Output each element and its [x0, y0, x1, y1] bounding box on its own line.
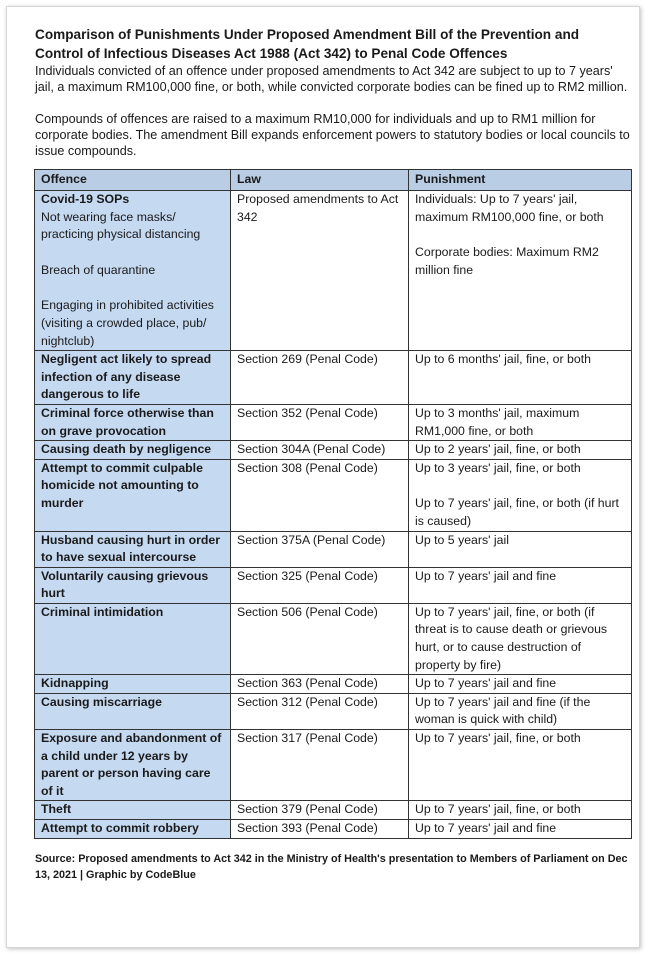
- law-cell: Section 269 (Penal Code): [231, 351, 409, 405]
- punishment-cell: [409, 820, 632, 839]
- law-cell: Section 506 (Penal Code): [231, 603, 409, 674]
- punishment-text: Up to 7 years' jail and fine: [415, 676, 557, 691]
- punishment-text: Up to 7 years' jail and fine (if the woman is quick with child): [415, 694, 591, 727]
- punishment-text: Up to 3 years' jail, fine, or both: [415, 460, 581, 475]
- offence-cell: Causing miscarriage: [35, 693, 231, 729]
- punishment-extra-text: Up to 7 years' jail, fine, or both (if hurt is caused): [415, 496, 619, 528]
- header-law: Law: [231, 170, 409, 191]
- law-cell: Section 363 (Penal Code): [231, 675, 409, 694]
- intro-paragraph-1: Individuals convicted of an offence under proposed amendments to Act 342 are subject to up to 7 years' jail, a maximum RM100,000 fine, or both, while convicted corporate bodies can be fined up to RM2 million.: [35, 64, 628, 94]
- punishments-table: [34, 169, 632, 839]
- table-row: [35, 820, 632, 839]
- punishment-text: Up to 7 years' jail, fine, or both: [415, 802, 581, 817]
- law-cell: Section 379 (Penal Code): [231, 801, 409, 820]
- law-cell: Section 304A (Penal Code): [231, 441, 409, 460]
- punishment-text: Up to 6 months' jail, fine, or both: [415, 352, 591, 367]
- offence-cell: Criminal intimidation: [35, 603, 231, 674]
- punishment-cell: [409, 441, 632, 460]
- punishment-text: Up to 7 years' jail and fine: [415, 568, 557, 583]
- punishment-text: Up to 3 months' jail, maximum RM1,000 fine, or both: [415, 405, 580, 438]
- law-cell: Section 375A (Penal Code): [231, 531, 409, 567]
- table-row: [35, 191, 632, 351]
- header-offence: Offence: [35, 170, 231, 191]
- offence-cell: Causing death by negligence: [35, 441, 231, 460]
- punishment-cell: [409, 351, 632, 405]
- offence-cell: Exposure and abandonment of a child under 12 years by parent or person having care of it: [35, 730, 231, 801]
- offence-cell: Husband causing hurt in order to have sexual intercourse: [35, 531, 231, 567]
- punishment-cell: [409, 675, 632, 694]
- table-row: [35, 693, 632, 729]
- offence-cell: Voluntarily causing grievous hurt: [35, 567, 231, 603]
- table-header-row: [35, 170, 632, 191]
- punishment-text: Up to 2 years' jail, fine, or both: [415, 442, 581, 457]
- document-content: [27, 25, 631, 883]
- table-row: [35, 404, 632, 440]
- punishment-individuals: Individuals: Up to 7 years' jail, maximum RM100,000 fine, or both: [415, 192, 604, 224]
- punishment-cell: [409, 730, 632, 801]
- offence-cell: Attempt to commit culpable homicide not amounting to murder: [35, 459, 231, 531]
- offence-cell: [35, 191, 231, 351]
- sop-item: Breach of quarantine: [41, 262, 156, 277]
- punishment-cell: [409, 603, 632, 674]
- punishment-cell: [409, 693, 632, 729]
- source-note: Source: Proposed amendments to Act 342 in the Ministry of Health's presentation to Members of Parliament on Dec 13, 2021 | Graphic by CodeBlue: [35, 852, 628, 881]
- table-row: [35, 531, 632, 567]
- offence-cell: Theft: [35, 801, 231, 820]
- punishment-cell: [409, 531, 632, 567]
- intro-paragraph-2: Compounds of offences are raised to a maximum RM10,000 for individuals and up to RM1 million for corporate bodies. The amendment Bill expands enforcement powers to statutory bodies or local councils to issue compounds.: [35, 112, 630, 158]
- table-row: [35, 675, 632, 694]
- punishment-cell: [409, 567, 632, 603]
- table-row: [35, 567, 632, 603]
- law-cell: Section 317 (Penal Code): [231, 730, 409, 801]
- document-frame: [6, 6, 640, 948]
- table-row: [35, 730, 632, 801]
- punishment-cell: [409, 191, 632, 351]
- punishment-cell: [409, 801, 632, 820]
- table-row: [35, 459, 632, 531]
- offence-cell: Attempt to commit robbery: [35, 820, 231, 839]
- punishment-text: Up to 7 years' jail and fine: [415, 821, 557, 835]
- law-cell: Section 308 (Penal Code): [231, 459, 409, 531]
- punishment-text: Up to 7 years' jail, fine, or both: [415, 731, 581, 746]
- sop-item: Not wearing face masks/ practicing physical distancing: [41, 209, 201, 242]
- law-cell: Section 312 (Penal Code): [231, 693, 409, 729]
- offence-cell: Criminal force otherwise than on grave provocation: [35, 404, 231, 440]
- covid-sops-title: Covid-19 SOPs: [41, 192, 130, 206]
- punishment-text: Up to 7 years' jail, fine, or both (if threat is to cause death or grievous hurt, or to cause destruction of property by fire): [415, 604, 608, 672]
- table-row: [35, 441, 632, 460]
- table-row: [35, 351, 632, 405]
- law-cell: Section 325 (Penal Code): [231, 567, 409, 603]
- punishment-cell: [409, 459, 632, 531]
- table-row: [35, 801, 632, 820]
- offence-cell: Negligent act likely to spread infection of any disease dangerous to life: [35, 351, 231, 405]
- law-cell: Section 352 (Penal Code): [231, 404, 409, 440]
- header-punishment: Punishment: [409, 170, 632, 191]
- law-cell: Proposed amendments to Act 342: [231, 191, 409, 351]
- sop-item: Engaging in prohibited activities (visiting a crowded place, pub/ nightclub): [41, 298, 214, 348]
- document-title: Comparison of Punishments Under Proposed Amendment Bill of the Prevention and Control of Infectious Diseases Act 1988 (Act 342) to Penal Code Offences: [35, 27, 580, 61]
- punishment-corporate: Corporate bodies: Maximum RM2 million fine: [415, 245, 599, 277]
- punishment-text: Up to 5 years' jail: [415, 532, 509, 547]
- punishment-cell: [409, 404, 632, 440]
- table-row: [35, 603, 632, 674]
- law-cell: Section 393 (Penal Code): [231, 820, 409, 839]
- offence-cell: Kidnapping: [35, 675, 231, 694]
